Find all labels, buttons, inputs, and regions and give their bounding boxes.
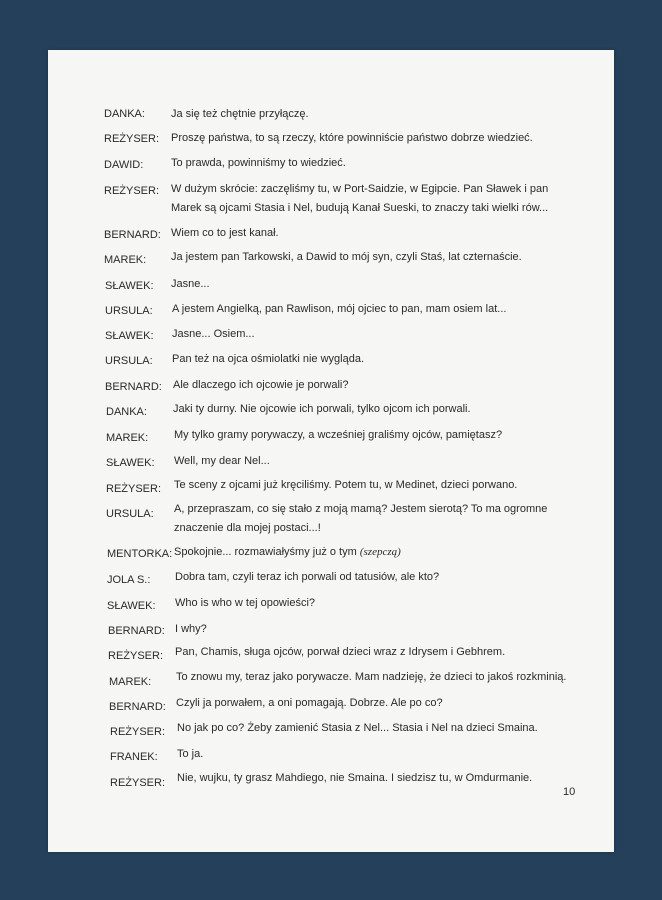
dialogue-line: Pan, Chamis, sługa ojców, porwał dzieci wraz z Idrysem i Gebhrem. [175,646,506,658]
dialogue-line: Ale dlaczego ich ojcowie je porwali? [173,379,349,391]
speaker-label: FRANEK: [110,751,158,763]
dialogue-line: Who is who w tej opowieści? [175,597,316,609]
dialogue-line [174,543,574,562]
dialogue-line: My tylko gramy porywaczy, a wcześniej graliśmy ojców, pamiętasz? [174,429,503,441]
dialogue-line: Jasne... [171,278,210,290]
dialogue-line: To prawda, powinniśmy to wiedzieć. [171,157,346,169]
speaker-label: BERNARD: [105,381,162,393]
dialogue-line: Well, my dear Nel... [174,455,270,467]
speaker-label: MAREK: [109,676,152,688]
stage-direction: (szepczą) [359,546,401,558]
speaker-label: REŻYSER: [106,483,162,495]
speaker-label: REŻYSER: [104,133,160,145]
speaker-label: SŁAWEK: [107,600,156,612]
speaker-label: DANKA: [104,108,145,120]
speaker-label: DAWID: [104,159,144,171]
dialogue-line: Ja jestem pan Tarkowski, a Dawid to mój syn, czyli Staś, lat czternaście. [171,251,522,263]
speaker-label: URSULA: [105,305,153,317]
speaker-label: BERNARD: [108,625,165,637]
dialogue-line: A jestem Angielką, pan Rawlison, mój ojciec to pan, mam osiem lat... [172,303,507,315]
dialogue-line: W dużym skrócie: zaczęliśmy tu, w Port-Saidzie, w Egipcie. Pan Sławek i pan Marek są ojcami Stasia i Nel, budują Kanał Sueski, to znaczy taki wielki rów... [171,183,549,214]
speaker-label: URSULA: [105,355,153,367]
dialogue-line: Czyli ja porwałem, a oni pomagają. Dobrze. Ale po co? [176,697,443,709]
dialogue-line: To znowu my, teraz jako porywacze. Mam nadzieję, że dzieci to jakoś rozkminią. [176,671,567,683]
dialogue-line: Proszę państwa, to są rzeczy, które powinniście państwo dobrze wiedzieć. [171,132,533,144]
speaker-label: MENTORKA: [107,548,173,560]
speaker-label: BERNARD: [104,229,161,241]
dialogue-line: Dobra tam, czyli teraz ich porwali od tatusiów, ale kto? [175,571,440,583]
speaker-label: URSULA: [106,508,154,520]
dialogue-line: Ja się też chętnie przyłączę. [171,108,309,120]
dialogue-text: Spokojnie... rozmawiałyśmy już o tym [174,546,357,558]
speaker-label: REŻYSER: [110,777,166,789]
speaker-label: MAREK: [106,432,149,444]
speaker-label: REŻYSER: [104,185,160,197]
dialogue-line: Pan też na ojca ośmiolatki nie wygląda. [172,353,364,365]
dialogue-line: Nie, wujku, ty grasz Mahdiego, nie Smaina. I siedzisz tu, w Omdurmanie. [177,772,533,784]
dialogue-line: Jaki ty durny. Nie ojcowie ich porwali, tylko ojcom ich porwali. [173,403,471,415]
page-number: 10 [563,786,576,798]
speaker-label: SŁAWEK: [106,457,155,469]
dialogue-line: I why? [175,623,207,635]
speaker-label: SŁAWEK: [105,330,154,342]
dialogue-line: A, przepraszam, co się stało z moją mamą? Jestem sierotą? To ma ogromne znaczenie dla mojej postaci...! [174,503,548,534]
speaker-label: MAREK: [104,254,147,266]
dialogue-line: To ja. [177,748,204,760]
dialogue-line: No jak po co? Żeby zamienić Stasia z Nel... Stasia i Nel na dzieci Smaina. [177,722,538,734]
speaker-label: DANKA: [106,406,147,418]
dialogue-line: Jasne... Osiem... [172,328,255,340]
speaker-label: BERNARD: [109,701,166,713]
dialogue-line: Wiem co to jest kanał. [171,227,279,239]
dialogue-line: Te sceny z ojcami już kręciliśmy. Potem tu, w Medinet, dzieci porwano. [174,479,518,491]
speaker-label: REŻYSER: [108,650,164,662]
speaker-label: SŁAWEK: [105,280,154,292]
speaker-label: JOLA S.: [107,574,151,586]
speaker-label: REŻYSER: [110,726,166,738]
